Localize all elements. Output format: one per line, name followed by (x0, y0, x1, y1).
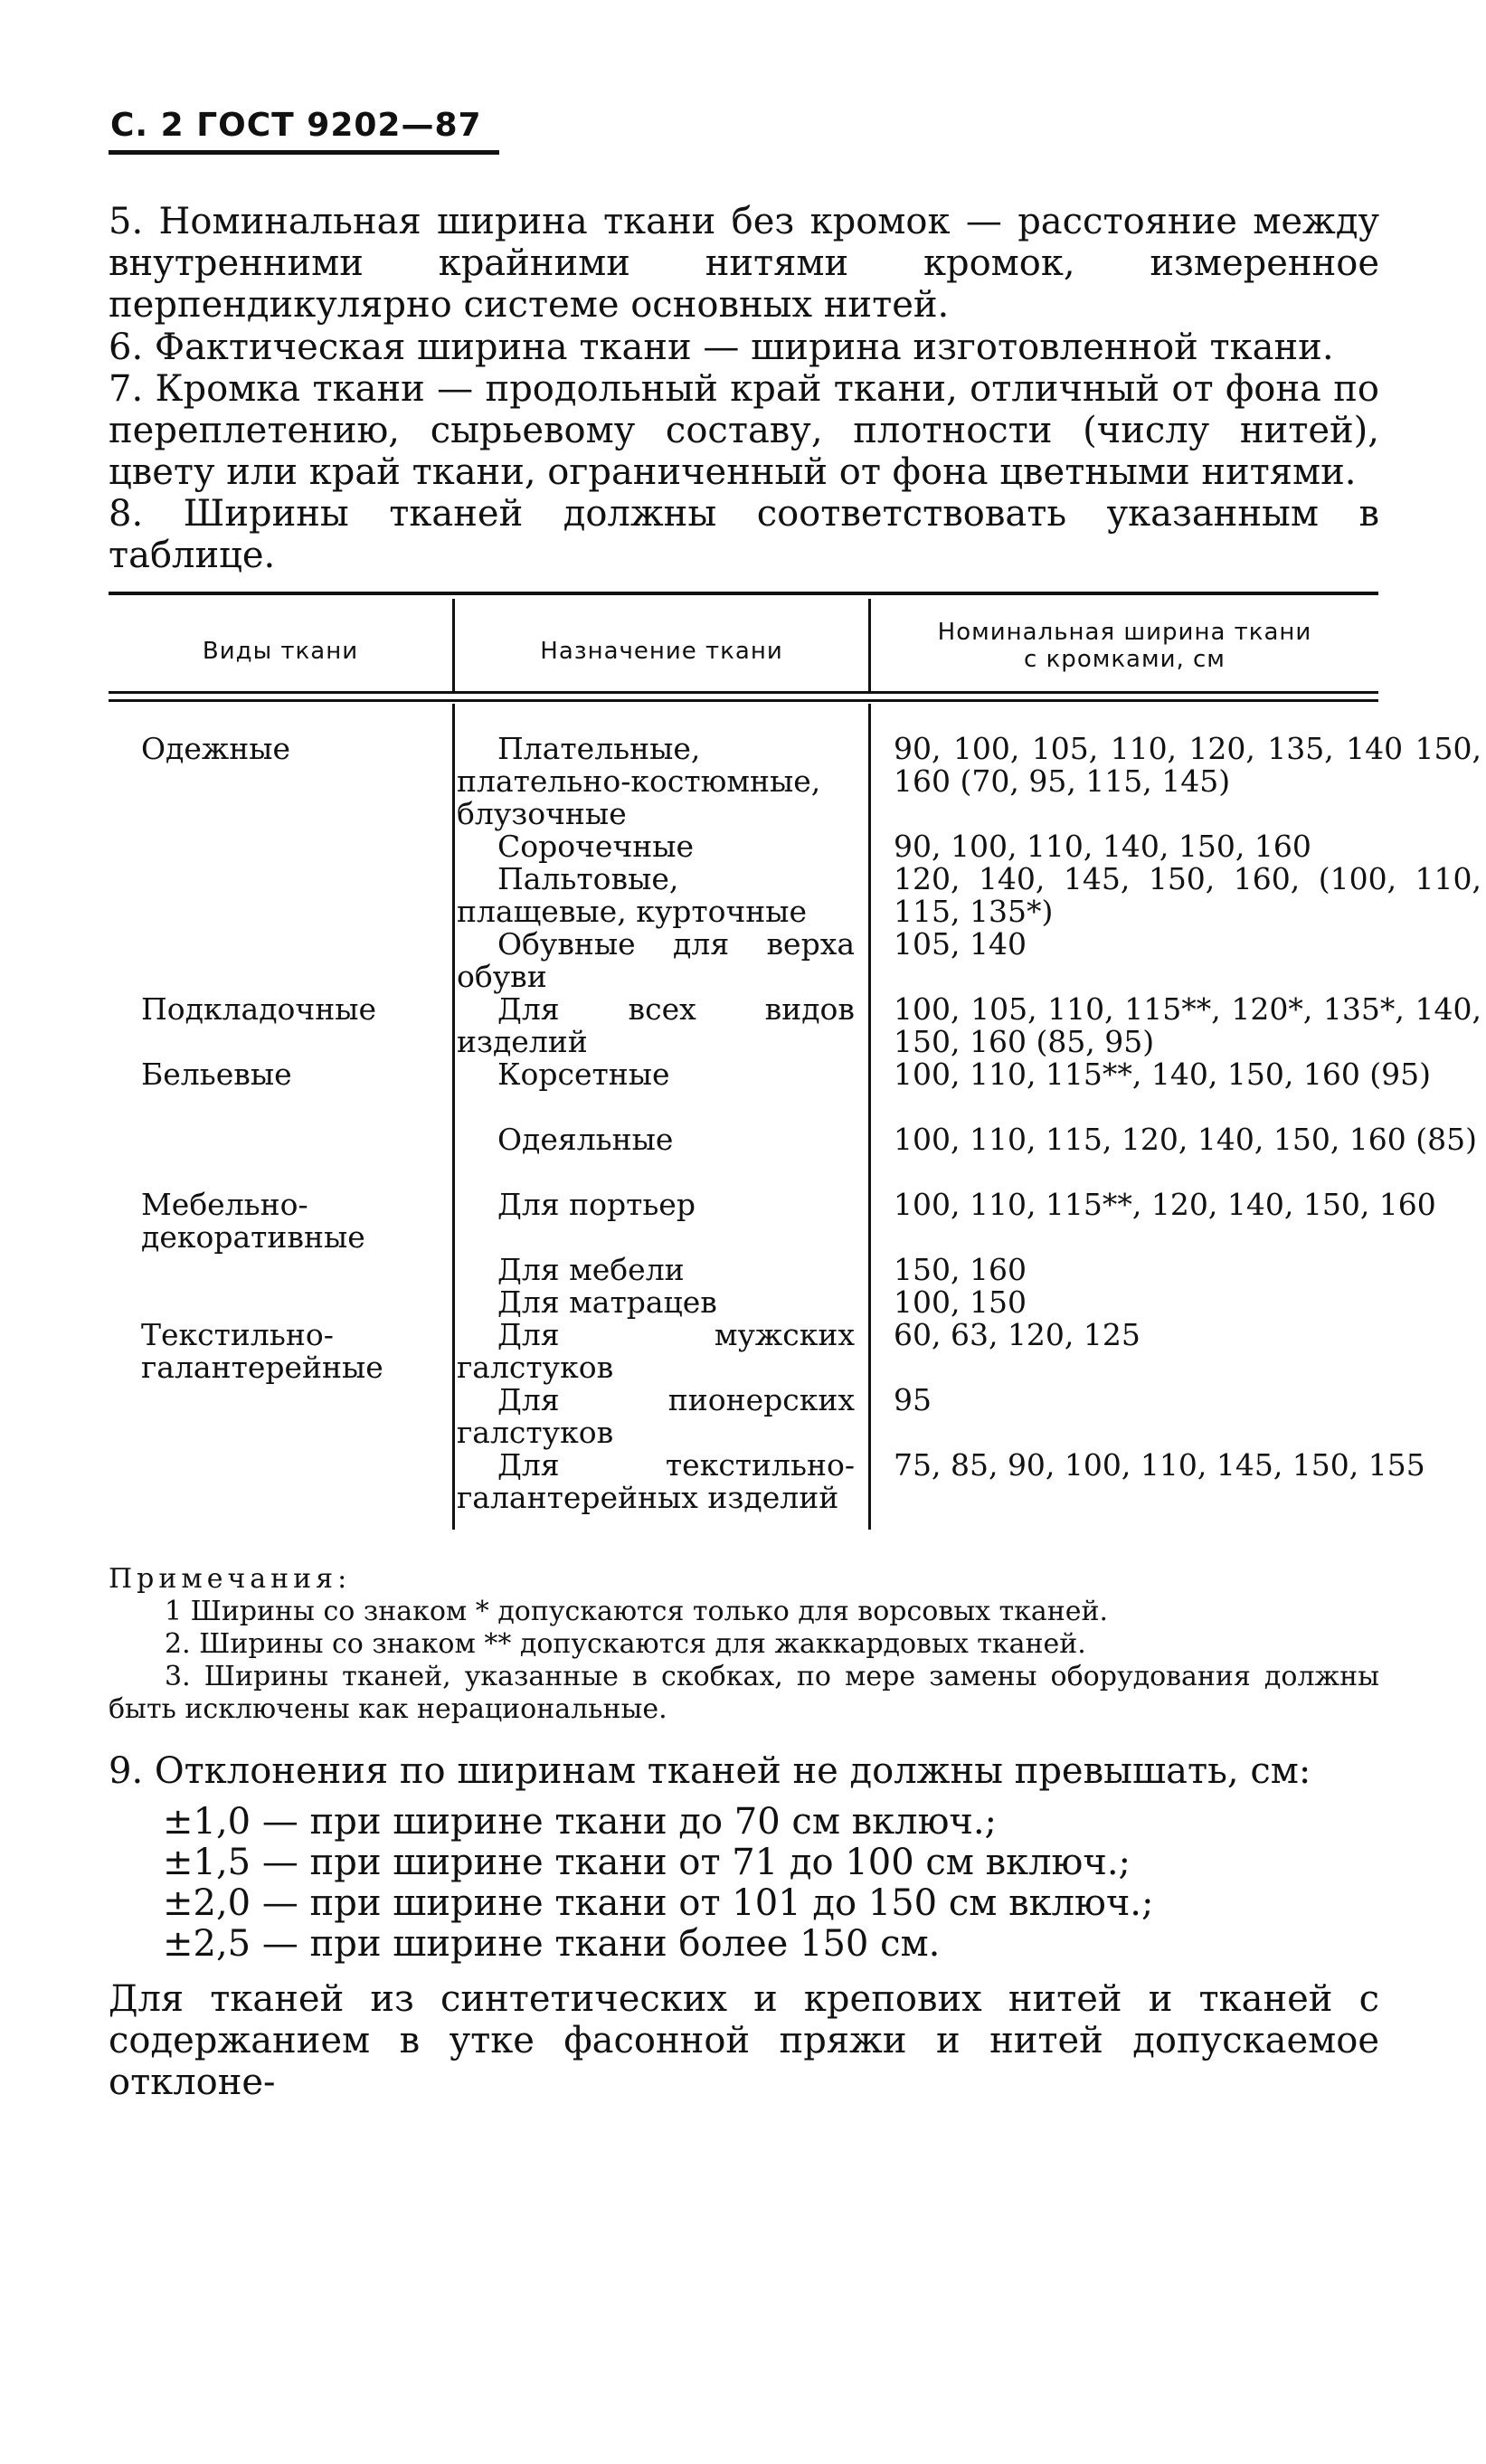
cell-kind: Одежные (141, 731, 291, 766)
cell-purpose: Одеяльные (497, 1122, 674, 1157)
note-item: 2. Ширины со знаком ** допускаются для жаккардовых тканей. (165, 1628, 1086, 1660)
cell-purpose: Обувные для верха обуви (457, 926, 855, 994)
table-header-purpose: Назначение ткани (540, 638, 783, 665)
deviation-item: ±2,0 — при ширине ткани от 101 до 150 см включ.; (163, 1882, 1154, 1924)
table-header-width-line1: Номинальная ширина ткани (937, 619, 1312, 646)
cell-widths: 105, 140 (894, 926, 1027, 962)
cell-widths: 100, 105, 110, 115**, 120*, 135*, 140, 150, 160 (85, 95) (894, 991, 1481, 1059)
cell-kind: Мебельно-декоративные (141, 1187, 365, 1255)
cell-purpose: Для мебели (497, 1252, 685, 1287)
notes-title: Примечания: (109, 1563, 352, 1595)
deviation-item: ±1,5 — при ширине ткани от 71 до 100 см включ.; (163, 1842, 1131, 1883)
note-item: 3. Ширины тканей, указанные в скобках, по мере замены оборудования должны быть исключены как нерациональные. (109, 1661, 1379, 1725)
header-rule (109, 150, 499, 155)
cell-purpose: Сорочечные (497, 829, 695, 864)
table-column-divider (868, 704, 871, 1530)
cell-kind: Текстильно-галантерейные (141, 1317, 383, 1385)
cell-purpose: Для портьер (497, 1187, 696, 1222)
final-paragraph: Для тканей из синтетических и крепових нитей и тканей с содержанием в утке фасонной пряжи и нитей допускаемое отклоне- (109, 1978, 1379, 2103)
cell-widths: 100, 110, 115**, 120, 140, 150, 160 (894, 1187, 1436, 1222)
table-column-divider (452, 704, 455, 1530)
cell-widths: 100, 110, 115**, 140, 150, 160 (95) (894, 1057, 1432, 1092)
cell-purpose: Плательные, плательно-костюмные, блузочные (457, 731, 821, 831)
cell-widths: 100, 110, 115, 120, 140, 150, 160 (85) (894, 1122, 1478, 1157)
cell-purpose: Для пионерских галстуков (457, 1382, 855, 1450)
cell-purpose: Корсетные (497, 1057, 670, 1092)
cell-kind: Подкладочные (141, 991, 377, 1027)
table-header-kind: Виды ткани (202, 638, 359, 665)
table-header-width (871, 619, 1378, 673)
paragraph-8: 8. Ширины тканей должны соответствовать указанным в таблице. (109, 493, 1379, 576)
cell-widths: 95 (894, 1382, 932, 1417)
cell-widths: 100, 150 (894, 1284, 1027, 1320)
cell-widths: 90, 100, 110, 140, 150, 160 (894, 829, 1311, 864)
paragraph-9: 9. Отклонения по ширинам тканей не должны превышать, см: (109, 1750, 1311, 1792)
page-header: С. 2 ГОСТ 9202—87 (110, 107, 482, 144)
table-header-width-line2: с кромками, см (1024, 646, 1226, 673)
cell-purpose: Для текстильно-галантерейных изделий (457, 1447, 855, 1515)
deviation-item: ±2,5 — при ширине ткани более 150 см. (163, 1923, 941, 1965)
table-top-rule (109, 592, 1378, 595)
cell-purpose: Для матрацев (497, 1284, 717, 1320)
deviation-list (163, 1802, 1339, 1965)
paragraph-6: 6. Фактическая ширина ткани — ширина изготовленной ткани. (109, 327, 1334, 368)
table-header-rule (109, 691, 1378, 694)
cell-purpose: Для всех видов изделий (457, 991, 855, 1059)
cell-widths: 150, 160 (894, 1252, 1027, 1287)
cell-widths: 75, 85, 90, 100, 110, 145, 150, 155 (894, 1447, 1425, 1483)
note-item: 1 Ширины со знаком * допускаются только для ворсовых тканей. (165, 1596, 1109, 1627)
cell-widths: 120, 140, 145, 150, 160, (100, 110, 115, 135*) (894, 861, 1481, 929)
cell-purpose: Для мужских галстуков (457, 1317, 855, 1385)
cell-kind: Бельевые (141, 1057, 292, 1092)
cell-purpose: Пальтовые, плащевые, курточные (457, 861, 808, 929)
table-notes (109, 1563, 1379, 1726)
table-header-rule-double (109, 699, 1378, 702)
deviation-item: ±1,0 — при ширине ткани до 70 см включ.; (163, 1801, 998, 1843)
cell-widths: 60, 63, 120, 125 (894, 1317, 1141, 1352)
cell-widths: 90, 100, 105, 110, 120, 135, 140 150, 160 (70, 95, 115, 145) (894, 731, 1481, 799)
paragraph-7: 7. Кромка ткани — продольный край ткани, отличный от фона по переплетению, сырьевому составу, плотности (числу нитей), цвету или край ткани, ограниченный от фона цветными нитями. (109, 368, 1379, 493)
paragraph-5: 5. Номинальная ширина ткани без кромок — расстояние между внутренними крайними нитями кромок, измеренное перпендикулярно системе основных нитей. (109, 201, 1379, 326)
